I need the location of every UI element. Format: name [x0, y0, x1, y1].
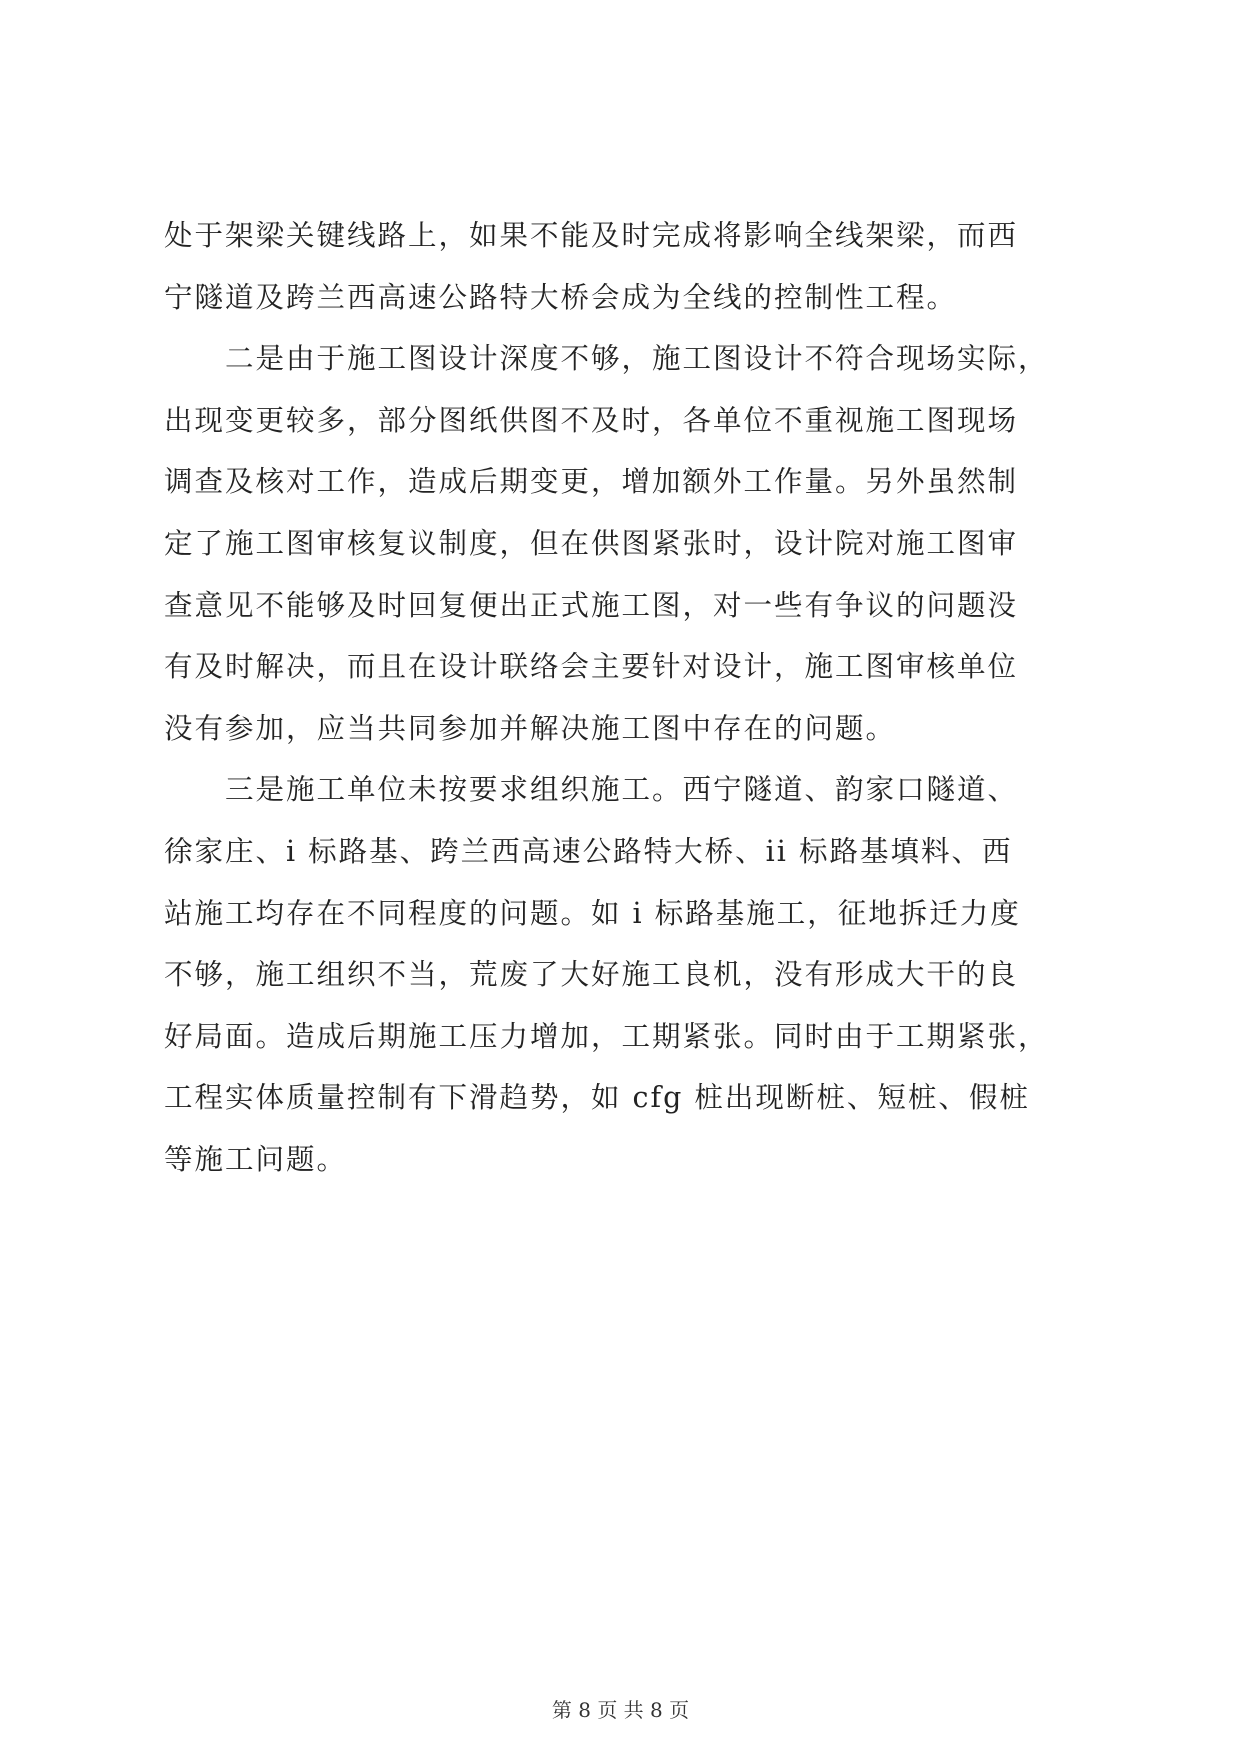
- text-line: 徐家庄、i 标路基、跨兰西高速公路特大桥、ii 标路基填料、西: [164, 834, 1013, 868]
- text-line: 二是由于施工图设计深度不够，施工图设计不符合现场实际，: [164, 342, 1049, 376]
- text-line: 没有参加，应当共同参加并解决施工图中存在的问题。: [164, 711, 897, 745]
- text-line: 不够，施工组织不当，荒废了大好施工良机，没有形成大干的良: [164, 958, 1019, 992]
- text-line: 定了施工图审核复议制度，但在供图紧张时，设计院对施工图审: [164, 526, 1019, 560]
- text-line: 宁隧道及跨兰西高速公路特大桥会成为全线的控制性工程。: [164, 280, 958, 314]
- text-line: 查意见不能够及时回复便出正式施工图，对一些有争议的问题没: [164, 588, 1019, 622]
- text-line: 工程实体质量控制有下滑趋势，如 cfg 桩出现断桩、短桩、假桩: [164, 1081, 1030, 1115]
- body-text: [164, 205, 1094, 1191]
- text-line: 等施工问题。: [164, 1142, 348, 1176]
- text-line: 处于架梁关键线路上，如果不能及时完成将影响全线架梁，而西: [164, 219, 1019, 252]
- text-line: 出现变更较多，部分图纸供图不及时，各单位不重视施工图现场: [164, 403, 1019, 437]
- text-line: 有及时解决，而且在设计联络会主要针对设计，施工图审核单位: [164, 650, 1019, 684]
- text-line: 调查及核对工作，造成后期变更，增加额外工作量。另外虽然制: [164, 465, 1019, 499]
- page-number-footer: 第 8 页 共 8 页: [551, 1698, 690, 1722]
- text-line: 三是施工单位未按要求组织施工。西宁隧道、韵家口隧道、: [164, 773, 1019, 807]
- text-line: 站施工均存在不同程度的问题。如 i 标路基施工，征地拆迁力度: [164, 896, 1021, 930]
- text-line: 好局面。造成后期施工压力增加，工期紧张。同时由于工期紧张，: [164, 1019, 1049, 1053]
